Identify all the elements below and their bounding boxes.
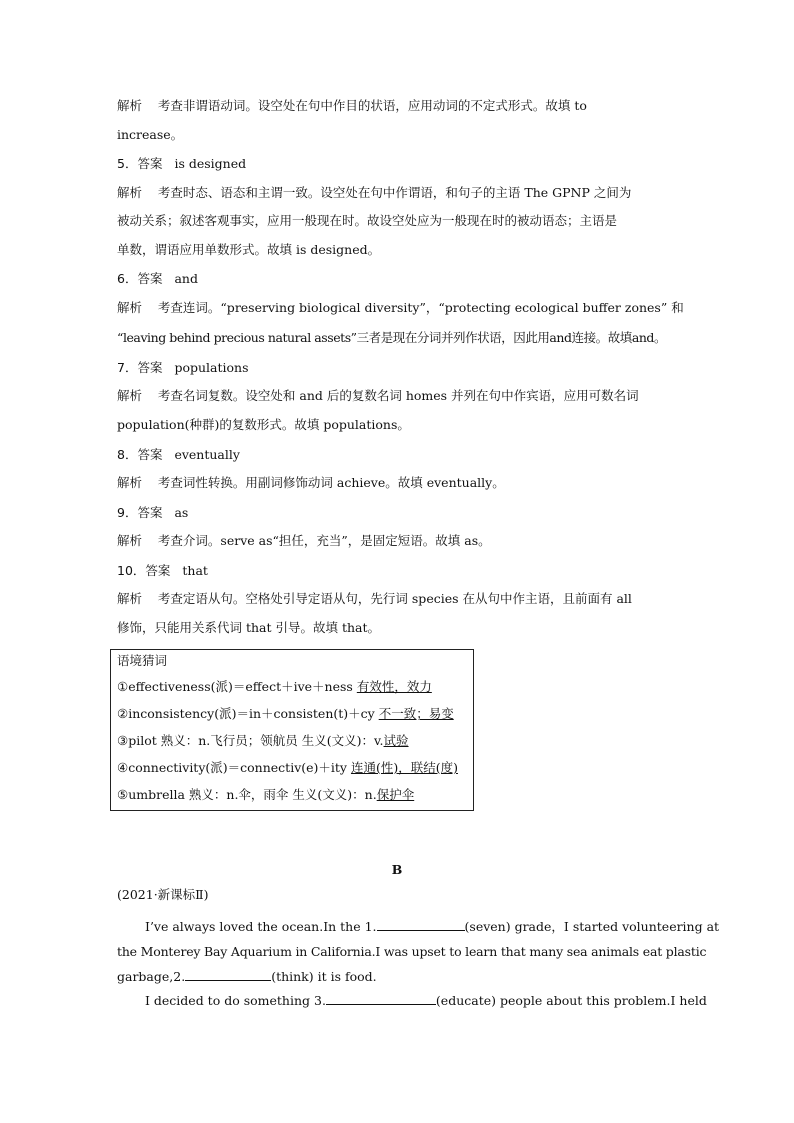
passage-line-3: garbage,2. (think) it is food.: [117, 969, 377, 984]
item10-analysis-line2: 修饰，只能用关系代词 that 引导。故填 that。: [117, 620, 381, 635]
item9-answer: 9．答案 as: [117, 505, 189, 520]
item10-answer: 10．答案 that: [117, 563, 208, 578]
vocab-entry-3: ③pilot 熟义：n.飞行员；领航员 生义(文义)：v.试验: [117, 733, 409, 748]
section-b-title: B: [391, 862, 403, 877]
item5-analysis-line2: 被动关系；叙述客观事实，应用一般现在时。故设空处应为一般现在时的被动语态；主语是: [117, 213, 618, 228]
item6-answer: 6．答案 and: [117, 271, 198, 286]
vocab-entry-5: ⑤umbrella 熟义：n.伞，雨伞 生义(文义)：n.保护伞: [117, 787, 415, 802]
vocab-box: [110, 649, 474, 811]
item8-analysis-line1: 解析 考查词性转换。用副词修饰动词 achieve。故填 eventually。: [117, 475, 505, 490]
item4-analysis-line1: 解析 考查非谓语动词。设空处在句中作目的状语，应用动词的不定式形式。故填 to: [117, 98, 587, 113]
item7-analysis-line1: 解析 考查名词复数。设空处和 and 后的复数名词 homes 并列在句中作宾语，应用可数名词: [117, 388, 639, 403]
section-b-source: (2021·新课标Ⅱ): [117, 887, 209, 902]
item5-analysis-line1: 解析 考查时态、语态和主谓一致。设空处在句中作谓语，和句子的主语 The GPNP 之间为: [117, 185, 632, 200]
item5-answer: 5．答案 is designed: [117, 156, 247, 171]
vocab-entry-2: ②inconsistency(派)＝in＋consisten(t)＋cy 不一致；易变: [117, 706, 454, 721]
blank-3[interactable]: [326, 992, 436, 1005]
item10-analysis-line1: 解析 考查定语从句。空格处引导定语从句，先行词 species 在从句中作主语，且前面有 all: [117, 591, 632, 606]
item7-answer: 7．答案 populations: [117, 360, 249, 375]
item7-analysis-line2: population(种群)的复数形式。故填 populations。: [117, 417, 410, 432]
item5-analysis-line3: 单数，谓语应用单数形式。故填 is designed。: [117, 242, 381, 257]
item6-analysis-line2: “leaving behind precious natural assets”三者是现在分词并列作状语，因此用and连接。故填and。: [117, 330, 667, 345]
vocab-title: 语境猜词: [117, 653, 168, 668]
blank-1[interactable]: [377, 918, 465, 931]
vocab-entry-4: ④connectivity(派)＝connectiv(e)＋ity 连通(性)，联结(度): [117, 760, 458, 775]
item8-answer: 8．答案 eventually: [117, 447, 240, 462]
item9-analysis-line1: 解析 考查介词。serve as“担任，充当”，是固定短语。故填 as。: [117, 533, 491, 548]
item4-analysis-line2: increase。: [117, 127, 184, 142]
blank-2[interactable]: [185, 968, 271, 981]
passage-line-4: I decided to do something 3. (educate) people about this problem.I held: [145, 993, 707, 1008]
passage-line-2: the Monterey Bay Aquarium in California.I was upset to learn that many sea animals eat plastic: [117, 944, 707, 959]
passage-line-1: I’ve always loved the ocean.In the 1. (seven) grade，I started volunteering at: [145, 919, 720, 934]
vocab-entry-1: ①effectiveness(派)＝effect＋ive＋ness 有效性，效力: [117, 679, 432, 694]
item6-analysis-line1: 解析 考查连词。“preserving biological diversity”，“protecting ecological buffer zones” 和: [117, 300, 684, 315]
